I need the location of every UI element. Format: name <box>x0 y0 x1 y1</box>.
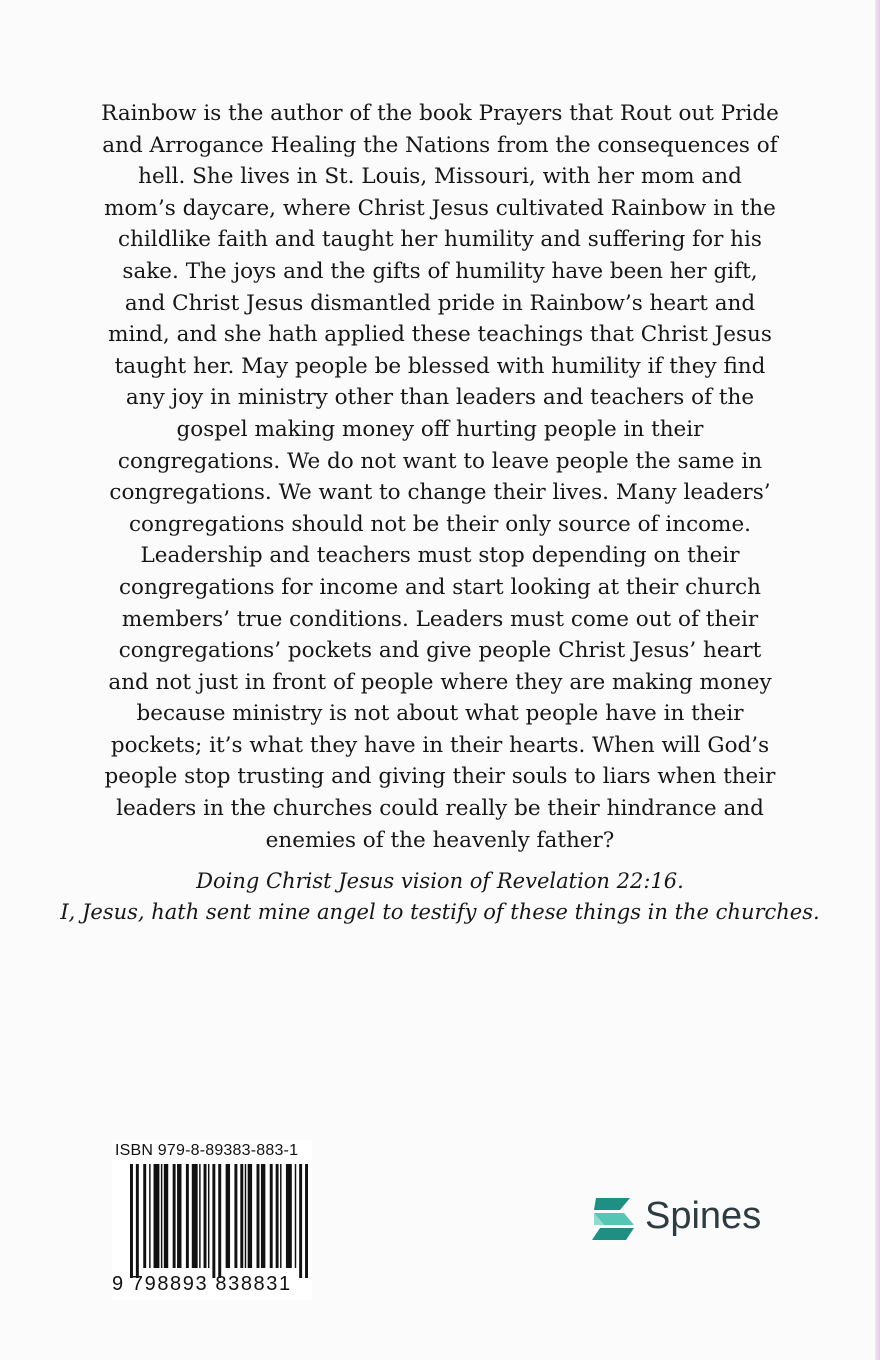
publisher-name: Spines <box>645 1195 762 1237</box>
cover-edge <box>875 0 880 1360</box>
barcode-bar <box>276 1164 279 1268</box>
barcode-bar <box>164 1164 168 1268</box>
scripture-quote <box>60 866 820 928</box>
barcode-bar <box>299 1164 302 1278</box>
barcode-bar <box>204 1164 207 1268</box>
barcode-bar <box>261 1164 265 1268</box>
barcode-bar <box>286 1164 292 1268</box>
barcode-bar <box>245 1164 246 1268</box>
barcode-bar <box>270 1164 273 1268</box>
barcode-bar <box>212 1164 215 1278</box>
barcode-bar <box>295 1164 296 1268</box>
barcode-bar <box>136 1164 139 1278</box>
barcode-bar <box>305 1164 308 1278</box>
barcode-bar <box>240 1164 243 1268</box>
barcode-bar <box>226 1164 230 1268</box>
barcode-bar <box>130 1164 133 1278</box>
barcode-bar <box>199 1164 200 1268</box>
barcode-bar <box>280 1164 281 1268</box>
quote-line-2: I, Jesus, hath sent mine angel to testify of these things in the churches. <box>60 900 820 924</box>
isbn-barcode-block <box>112 1140 312 1300</box>
barcode-digits: 9 798893 838831 <box>112 1273 292 1295</box>
barcode-bar <box>208 1164 209 1268</box>
barcode-bar <box>186 1164 189 1268</box>
barcode-bar <box>192 1164 198 1268</box>
barcode-bar <box>149 1164 150 1268</box>
barcode-icon <box>112 1162 312 1280</box>
barcode-bar <box>218 1164 221 1278</box>
barcode-bar <box>248 1164 252 1268</box>
isbn-label: ISBN 979-8-89383-883-1 <box>115 1142 299 1159</box>
barcode-bar <box>161 1164 162 1268</box>
barcode-bar <box>154 1164 160 1268</box>
quote-line-1: Doing Christ Jesus vision of Revelation 22:16. <box>196 869 684 893</box>
spines-logo-icon <box>590 1194 640 1244</box>
barcode-bar <box>257 1164 260 1268</box>
barcode-bar <box>234 1164 237 1268</box>
barcode-bar <box>177 1164 181 1268</box>
barcode-bar <box>143 1164 146 1268</box>
author-blurb: Rainbow is the author of the book Prayers that Rout out Pride and Arrogance Healing the Nations from the consequences of hell. She lives in St. Louis, Missouri, with her mom and mom’s daycare, where Christ Jesus cultivated Rainbow in the childlike faith and taught her humility and suffering for his sake. The joys and the gifts of humility have been her gift, and Christ Jesus dismantled pride in Rainbow’s heart and mind, and she hath applied these teachings that Christ Jesus taught her. May people be blessed with humility if they find any joy in ministry other than leaders and teachers of the gospel making money off hurting people in their congregations. We do not want to leave people the same in congregations. We want to change their lives. Many leaders’ congregations should not be their only source of income. Leadership and teachers must stop depending on their congregations for income and start looking at their church members’ true conditions. Leaders must come out of their congregations’ pockets and give people Christ Jesus’ heart and not just in front of people where they are making money because ministry is not about what people have in their pockets; it’s what they have in their hearts. When will God’s people stop trusting and giving their souls to liars when their leaders in the churches could really be their hindrance and enemies of the heavenly father? <box>101 101 779 853</box>
barcode-bar <box>173 1164 176 1268</box>
